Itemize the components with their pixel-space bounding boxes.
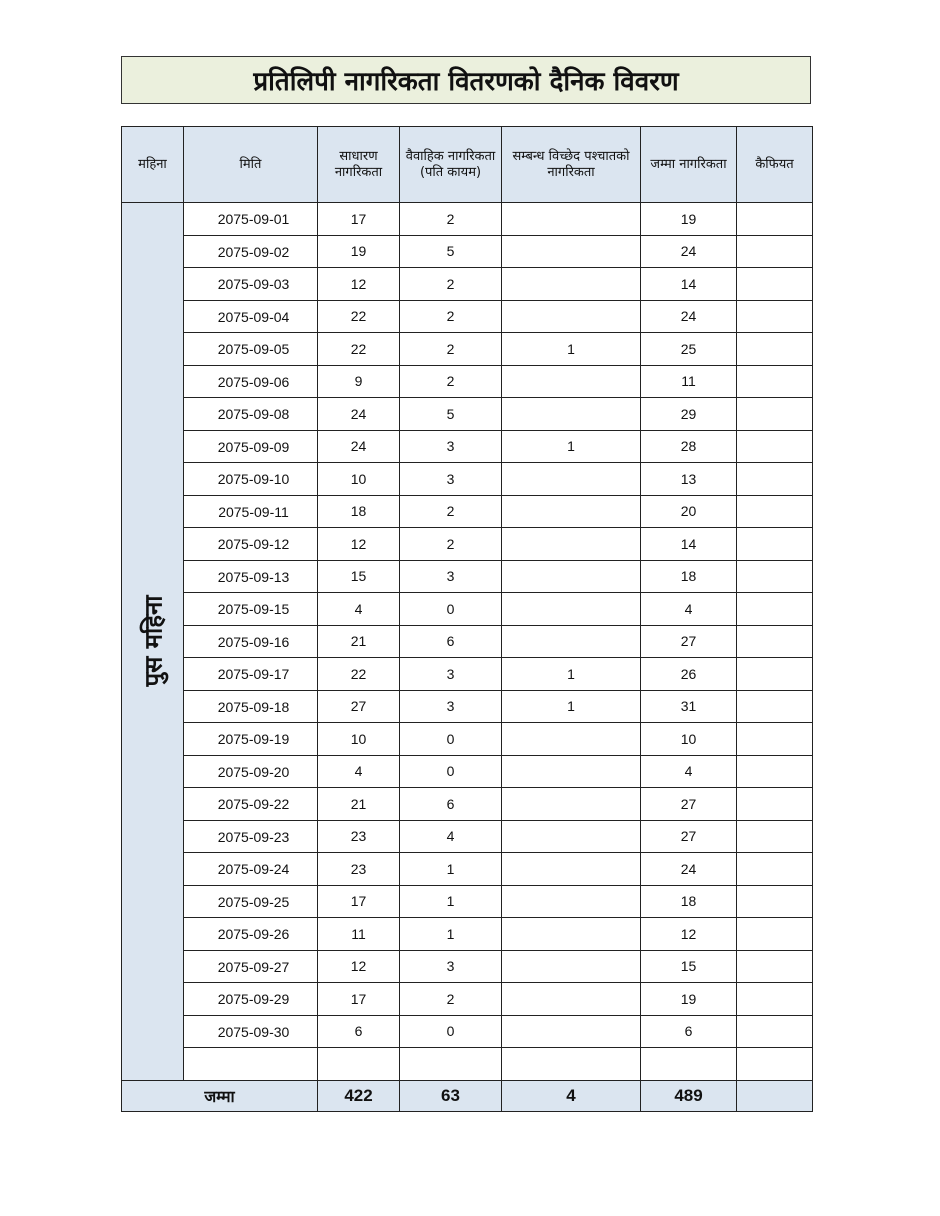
remarks-cell: [737, 365, 813, 398]
table-row: [122, 690, 813, 723]
table-row: [122, 203, 813, 236]
post-separation-cell: 1: [502, 690, 641, 723]
table-row: [122, 430, 813, 463]
date-cell: 2075-09-20: [184, 755, 318, 788]
general-cell: 12: [318, 950, 400, 983]
total-cell: 19: [641, 983, 737, 1016]
marital-cell: 5: [400, 235, 502, 268]
post-separation-cell: [502, 723, 641, 756]
total-cell: 13: [641, 463, 737, 496]
summary-remarks: [737, 1080, 813, 1111]
table-row: [122, 885, 813, 918]
remarks-cell: [737, 950, 813, 983]
general-cell: 22: [318, 300, 400, 333]
date-cell: 2075-09-06: [184, 365, 318, 398]
post-separation-cell: [502, 495, 641, 528]
total-cell: 4: [641, 593, 737, 626]
general-cell: 6: [318, 1015, 400, 1048]
remarks-cell: [737, 853, 813, 886]
date-cell: 2075-09-30: [184, 1015, 318, 1048]
remarks-cell: [737, 885, 813, 918]
post-separation-cell: [502, 398, 641, 431]
general-cell: 22: [318, 333, 400, 366]
post-separation-cell: 1: [502, 658, 641, 691]
table-row: [122, 495, 813, 528]
remarks-cell: [737, 1015, 813, 1048]
remarks-cell: [737, 625, 813, 658]
header-remarks: कैफियत: [737, 127, 813, 203]
post-separation-cell: [502, 755, 641, 788]
general-cell: 27: [318, 690, 400, 723]
post-separation-cell: [502, 820, 641, 853]
marital-cell: 2: [400, 528, 502, 561]
marital-cell: 2: [400, 268, 502, 301]
post-separation-cell: [502, 788, 641, 821]
total-cell: 18: [641, 560, 737, 593]
general-cell: 22: [318, 658, 400, 691]
remarks-cell: [737, 983, 813, 1016]
summary-label: जम्मा: [122, 1080, 318, 1111]
post-separation-cell: 1: [502, 430, 641, 463]
date-cell: 2075-09-08: [184, 398, 318, 431]
total-cell: 6: [641, 1015, 737, 1048]
header-post-separation: सम्बन्ध विच्छेद पश्चातको नागरिकता: [502, 127, 641, 203]
total-cell: 12: [641, 918, 737, 951]
post-separation-cell: [502, 560, 641, 593]
date-cell: 2075-09-01: [184, 203, 318, 236]
date-cell: [184, 1048, 318, 1081]
remarks-cell: [737, 235, 813, 268]
post-separation-cell: [502, 1048, 641, 1081]
marital-cell: 2: [400, 333, 502, 366]
marital-cell: 3: [400, 463, 502, 496]
marital-cell: 0: [400, 723, 502, 756]
date-cell: 2075-09-05: [184, 333, 318, 366]
total-cell: 26: [641, 658, 737, 691]
header-general: साधारण नागरिकता: [318, 127, 400, 203]
summary-row: [122, 1080, 813, 1111]
remarks-cell: [737, 593, 813, 626]
date-cell: 2075-09-27: [184, 950, 318, 983]
report-title: प्रतिलिपी नागरिकता वितरणको दैनिक विवरण: [121, 56, 811, 104]
total-cell: [641, 1048, 737, 1081]
date-cell: 2075-09-04: [184, 300, 318, 333]
citizenship-report-table: [121, 126, 813, 1112]
month-cell: [122, 203, 184, 1081]
total-cell: 14: [641, 268, 737, 301]
general-cell: 17: [318, 885, 400, 918]
header-total: जम्मा नागरिकता: [641, 127, 737, 203]
summary-general: 422: [318, 1080, 400, 1111]
table-row: [122, 723, 813, 756]
total-cell: 15: [641, 950, 737, 983]
general-cell: 23: [318, 853, 400, 886]
total-cell: 19: [641, 203, 737, 236]
date-cell: 2075-09-18: [184, 690, 318, 723]
post-separation-cell: [502, 528, 641, 561]
marital-cell: [400, 1048, 502, 1081]
general-cell: 12: [318, 268, 400, 301]
date-cell: 2075-09-11: [184, 495, 318, 528]
table-row: [122, 300, 813, 333]
remarks-cell: [737, 300, 813, 333]
post-separation-cell: [502, 885, 641, 918]
marital-cell: 3: [400, 950, 502, 983]
table-row: [122, 950, 813, 983]
table-row: [122, 560, 813, 593]
table-row: [122, 365, 813, 398]
general-cell: 21: [318, 625, 400, 658]
general-cell: 24: [318, 398, 400, 431]
date-cell: 2075-09-19: [184, 723, 318, 756]
remarks-cell: [737, 268, 813, 301]
date-cell: 2075-09-24: [184, 853, 318, 886]
total-cell: 29: [641, 398, 737, 431]
post-separation-cell: [502, 853, 641, 886]
general-cell: 23: [318, 820, 400, 853]
general-cell: 12: [318, 528, 400, 561]
general-cell: 10: [318, 463, 400, 496]
general-cell: 24: [318, 430, 400, 463]
post-separation-cell: [502, 463, 641, 496]
table-row: [122, 1015, 813, 1048]
table-row: [122, 625, 813, 658]
table-row: [122, 528, 813, 561]
date-cell: 2075-09-15: [184, 593, 318, 626]
marital-cell: 2: [400, 495, 502, 528]
general-cell: 17: [318, 983, 400, 1016]
table-row: [122, 853, 813, 886]
date-cell: 2075-09-29: [184, 983, 318, 1016]
marital-cell: 3: [400, 690, 502, 723]
header-marital: वैवाहिक नागरिकता (पति कायम): [400, 127, 502, 203]
marital-cell: 2: [400, 365, 502, 398]
post-separation-cell: [502, 300, 641, 333]
table-row: [122, 463, 813, 496]
remarks-cell: [737, 430, 813, 463]
marital-cell: 0: [400, 1015, 502, 1048]
total-cell: 4: [641, 755, 737, 788]
table-row: [122, 593, 813, 626]
marital-cell: 1: [400, 918, 502, 951]
remarks-cell: [737, 463, 813, 496]
general-cell: 4: [318, 755, 400, 788]
date-cell: 2075-09-09: [184, 430, 318, 463]
remarks-cell: [737, 918, 813, 951]
general-cell: 11: [318, 918, 400, 951]
table-row: [122, 820, 813, 853]
table-row: [122, 658, 813, 691]
post-separation-cell: [502, 365, 641, 398]
remarks-cell: [737, 495, 813, 528]
post-separation-cell: [502, 268, 641, 301]
general-cell: 17: [318, 203, 400, 236]
month-label: पुस महिना: [139, 595, 167, 687]
marital-cell: 0: [400, 755, 502, 788]
marital-cell: 2: [400, 300, 502, 333]
date-cell: 2075-09-22: [184, 788, 318, 821]
post-separation-cell: [502, 593, 641, 626]
total-cell: 27: [641, 788, 737, 821]
table-row: [122, 755, 813, 788]
remarks-cell: [737, 820, 813, 853]
general-cell: 18: [318, 495, 400, 528]
total-cell: 24: [641, 853, 737, 886]
marital-cell: 3: [400, 658, 502, 691]
remarks-cell: [737, 560, 813, 593]
total-cell: 25: [641, 333, 737, 366]
marital-cell: 6: [400, 625, 502, 658]
summary-post-separation: 4: [502, 1080, 641, 1111]
table-row: [122, 235, 813, 268]
header-date: मिति: [184, 127, 318, 203]
general-cell: [318, 1048, 400, 1081]
marital-cell: 6: [400, 788, 502, 821]
marital-cell: 3: [400, 430, 502, 463]
marital-cell: 0: [400, 593, 502, 626]
general-cell: 10: [318, 723, 400, 756]
remarks-cell: [737, 333, 813, 366]
general-cell: 15: [318, 560, 400, 593]
total-cell: 20: [641, 495, 737, 528]
total-cell: 31: [641, 690, 737, 723]
post-separation-cell: [502, 983, 641, 1016]
remarks-cell: [737, 690, 813, 723]
post-separation-cell: 1: [502, 333, 641, 366]
total-cell: 24: [641, 235, 737, 268]
table-row: [122, 268, 813, 301]
date-cell: 2075-09-10: [184, 463, 318, 496]
date-cell: 2075-09-17: [184, 658, 318, 691]
remarks-cell: [737, 528, 813, 561]
total-cell: 18: [641, 885, 737, 918]
date-cell: 2075-09-26: [184, 918, 318, 951]
marital-cell: 4: [400, 820, 502, 853]
general-cell: 4: [318, 593, 400, 626]
post-separation-cell: [502, 203, 641, 236]
marital-cell: 5: [400, 398, 502, 431]
marital-cell: 1: [400, 853, 502, 886]
marital-cell: 2: [400, 983, 502, 1016]
remarks-cell: [737, 398, 813, 431]
table-row: [122, 983, 813, 1016]
date-cell: 2075-09-25: [184, 885, 318, 918]
general-cell: 21: [318, 788, 400, 821]
post-separation-cell: [502, 918, 641, 951]
remarks-cell: [737, 755, 813, 788]
total-cell: 27: [641, 820, 737, 853]
date-cell: 2075-09-03: [184, 268, 318, 301]
remarks-cell: [737, 788, 813, 821]
marital-cell: 3: [400, 560, 502, 593]
post-separation-cell: [502, 235, 641, 268]
post-separation-cell: [502, 625, 641, 658]
date-cell: 2075-09-23: [184, 820, 318, 853]
table-row: [122, 333, 813, 366]
marital-cell: 2: [400, 203, 502, 236]
date-cell: 2075-09-13: [184, 560, 318, 593]
table-row: [122, 918, 813, 951]
date-cell: 2075-09-12: [184, 528, 318, 561]
marital-cell: 1: [400, 885, 502, 918]
remarks-cell: [737, 1048, 813, 1081]
summary-total: 489: [641, 1080, 737, 1111]
total-cell: 28: [641, 430, 737, 463]
post-separation-cell: [502, 950, 641, 983]
remarks-cell: [737, 203, 813, 236]
remarks-cell: [737, 658, 813, 691]
header-row: [122, 127, 813, 203]
summary-marital: 63: [400, 1080, 502, 1111]
total-cell: 27: [641, 625, 737, 658]
total-cell: 14: [641, 528, 737, 561]
total-cell: 11: [641, 365, 737, 398]
post-separation-cell: [502, 1015, 641, 1048]
general-cell: 19: [318, 235, 400, 268]
table-row: [122, 1048, 813, 1081]
table-row: [122, 788, 813, 821]
total-cell: 24: [641, 300, 737, 333]
header-month: महिना: [122, 127, 184, 203]
total-cell: 10: [641, 723, 737, 756]
table-row: [122, 398, 813, 431]
date-cell: 2075-09-16: [184, 625, 318, 658]
date-cell: 2075-09-02: [184, 235, 318, 268]
general-cell: 9: [318, 365, 400, 398]
remarks-cell: [737, 723, 813, 756]
